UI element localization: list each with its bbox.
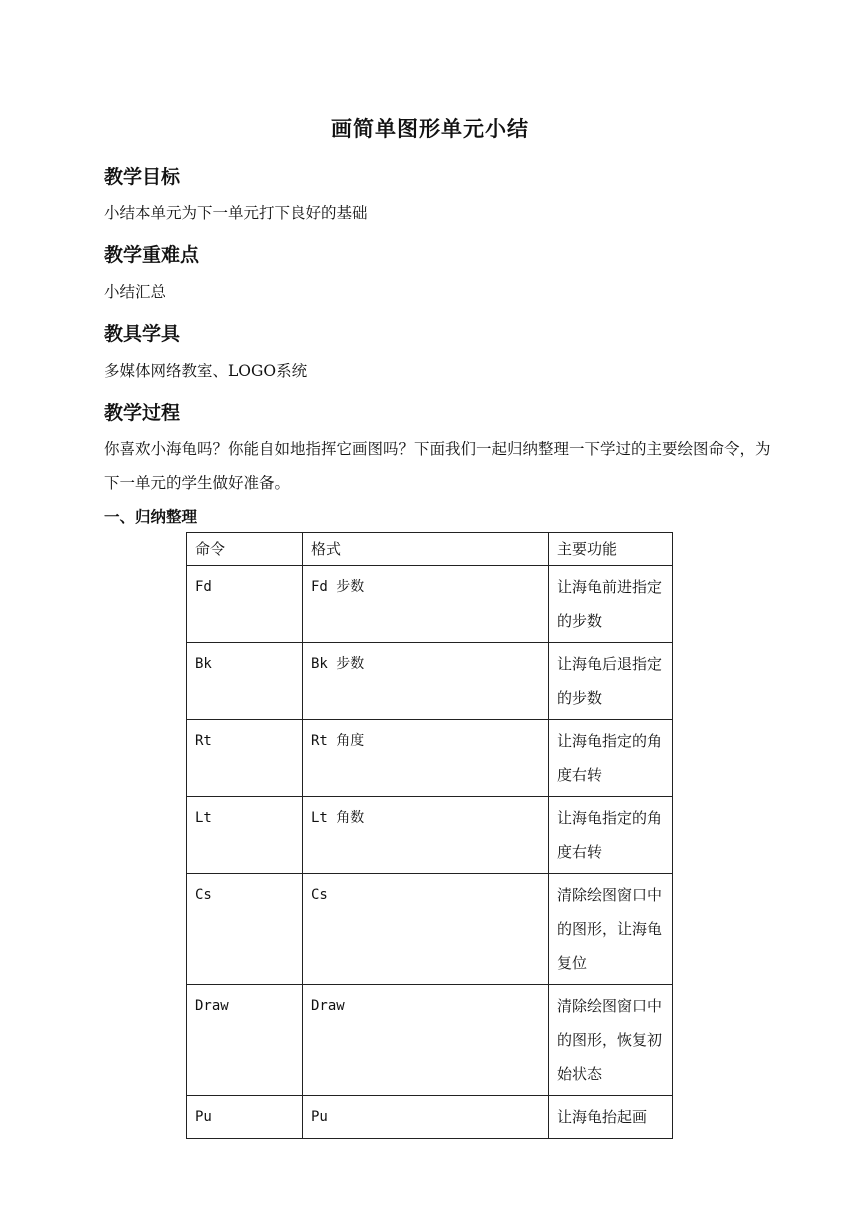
section-text-goals: 小结本单元为下一单元打下良好的基础 (104, 204, 368, 222)
table-cell-format: Pu (303, 1096, 549, 1139)
table-cell-function: 让海龟后退指定的步数 (549, 643, 673, 720)
subsection-heading: 一、归纳整理 (104, 508, 198, 526)
table-header-cell: 主要功能 (549, 533, 673, 566)
section-heading-goals: 教学目标 (104, 166, 181, 188)
table-row (187, 643, 673, 720)
section-text-process: 你喜欢小海龟吗？你能自如地指挥它画图吗？下面我们一起归纳整理一下学过的主要绘图命令，为下一单元的学生做好准备。 (104, 440, 771, 492)
table-cell-format: Draw (303, 985, 549, 1096)
table-header-cell: 格式 (303, 533, 549, 566)
table-cell-format: Lt 角数 (303, 797, 549, 874)
table-cell-function: 让海龟指定的角度右转 (549, 797, 673, 874)
table-cell-command: Lt (187, 797, 303, 874)
table-row (187, 1096, 673, 1139)
table-cell-function: 让海龟指定的角度右转 (549, 720, 673, 797)
table-row (187, 797, 673, 874)
table-cell-format: Bk 步数 (303, 643, 549, 720)
table-row (187, 985, 673, 1096)
document-title: 画简单图形单元小结 (331, 117, 529, 141)
table-header-row (187, 533, 673, 566)
section-heading-key-points: 教学重难点 (104, 244, 200, 266)
table-cell-command: Draw (187, 985, 303, 1096)
table-cell-command: Cs (187, 874, 303, 985)
table-cell-command: Rt (187, 720, 303, 797)
table-cell-format: Cs (303, 874, 549, 985)
table-cell-function: 让海龟抬起画 (549, 1096, 673, 1139)
table-cell-function: 让海龟前进指定的步数 (549, 566, 673, 643)
table-cell-command: Pu (187, 1096, 303, 1139)
table-cell-function: 清除绘图窗口中的图形，恢复初始状态 (549, 985, 673, 1096)
table-row (187, 720, 673, 797)
table-row (187, 874, 673, 985)
section-text-key-points: 小结汇总 (104, 283, 167, 301)
table-cell-format: Fd 步数 (303, 566, 549, 643)
command-table (186, 532, 673, 1139)
section-text-tools: 多媒体网络教室、LOGO系统 (104, 362, 308, 380)
table-cell-function: 清除绘图窗口中的图形，让海龟复位 (549, 874, 673, 985)
table-row (187, 566, 673, 643)
table-cell-command: Fd (187, 566, 303, 643)
table-cell-format: Rt 角度 (303, 720, 549, 797)
section-heading-tools: 教具学具 (104, 323, 181, 345)
section-heading-process: 教学过程 (104, 402, 181, 424)
table-cell-command: Bk (187, 643, 303, 720)
table-header-cell: 命令 (187, 533, 303, 566)
